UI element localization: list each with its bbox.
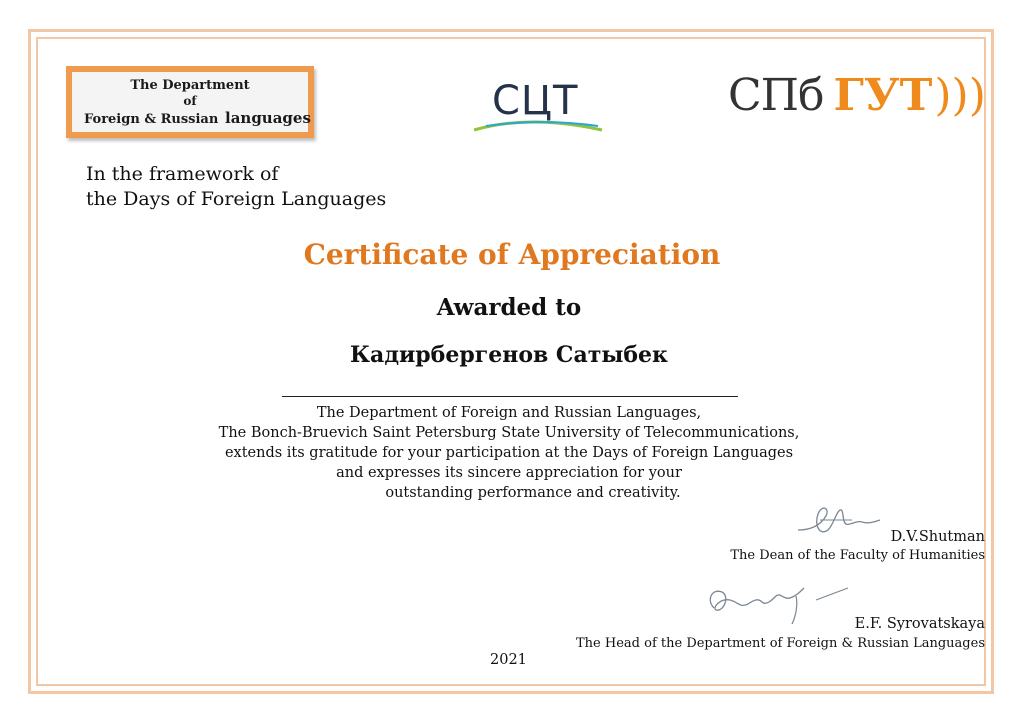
signer1-role: The Dean of the Faculty of Humanities bbox=[730, 548, 985, 563]
certificate-year: 2021 bbox=[490, 652, 527, 668]
department-logo-line1: The Department bbox=[130, 78, 250, 93]
body-line2: The Bonch-Bruevich Saint Petersburg State University of Telecommunications, bbox=[218, 425, 800, 441]
certificate-body bbox=[0, 403, 1018, 503]
name-underline bbox=[282, 396, 738, 397]
recipient-name: Кадирбергенов Сатыбек bbox=[350, 342, 668, 368]
department-logo-line4: languages bbox=[225, 109, 311, 127]
intro-text bbox=[86, 162, 386, 212]
university-logo-spb: СПб bbox=[728, 70, 824, 121]
university-logo bbox=[728, 70, 986, 121]
certificate-title: Certificate of Appreciation bbox=[303, 238, 721, 271]
sct-logo bbox=[470, 78, 610, 138]
awarded-to-label: Awarded to bbox=[436, 294, 582, 321]
department-logo bbox=[66, 66, 314, 138]
body-line4: and expresses its sincere appreciation for your bbox=[336, 465, 682, 481]
body-line1: The Department of Foreign and Russian Languages, bbox=[316, 405, 702, 421]
university-logo-waves: ))) bbox=[934, 70, 986, 121]
body-line3: extends its gratitude for your participation at the Days of Foreign Languages bbox=[224, 445, 794, 461]
signature-syrovatskaya bbox=[700, 574, 860, 630]
department-logo-line3: Foreign & Russian bbox=[84, 112, 219, 127]
signer2-role: The Head of the Department of Foreign & Russian Languages bbox=[576, 636, 985, 651]
sct-logo-text: СЦТ bbox=[492, 78, 579, 124]
signature-shutman bbox=[790, 500, 890, 542]
signer1-name: D.V.Shutman bbox=[890, 529, 985, 545]
signer2-name: E.F. Syrovatskaya bbox=[854, 616, 985, 632]
department-logo-line2: of bbox=[183, 94, 197, 108]
university-logo-gut: ГУТ bbox=[833, 70, 933, 121]
body-line5: outstanding performance and creativity. bbox=[385, 485, 681, 501]
intro-line2: the Days of Foreign Languages bbox=[86, 188, 387, 210]
intro-line1: In the framework of bbox=[86, 163, 279, 185]
